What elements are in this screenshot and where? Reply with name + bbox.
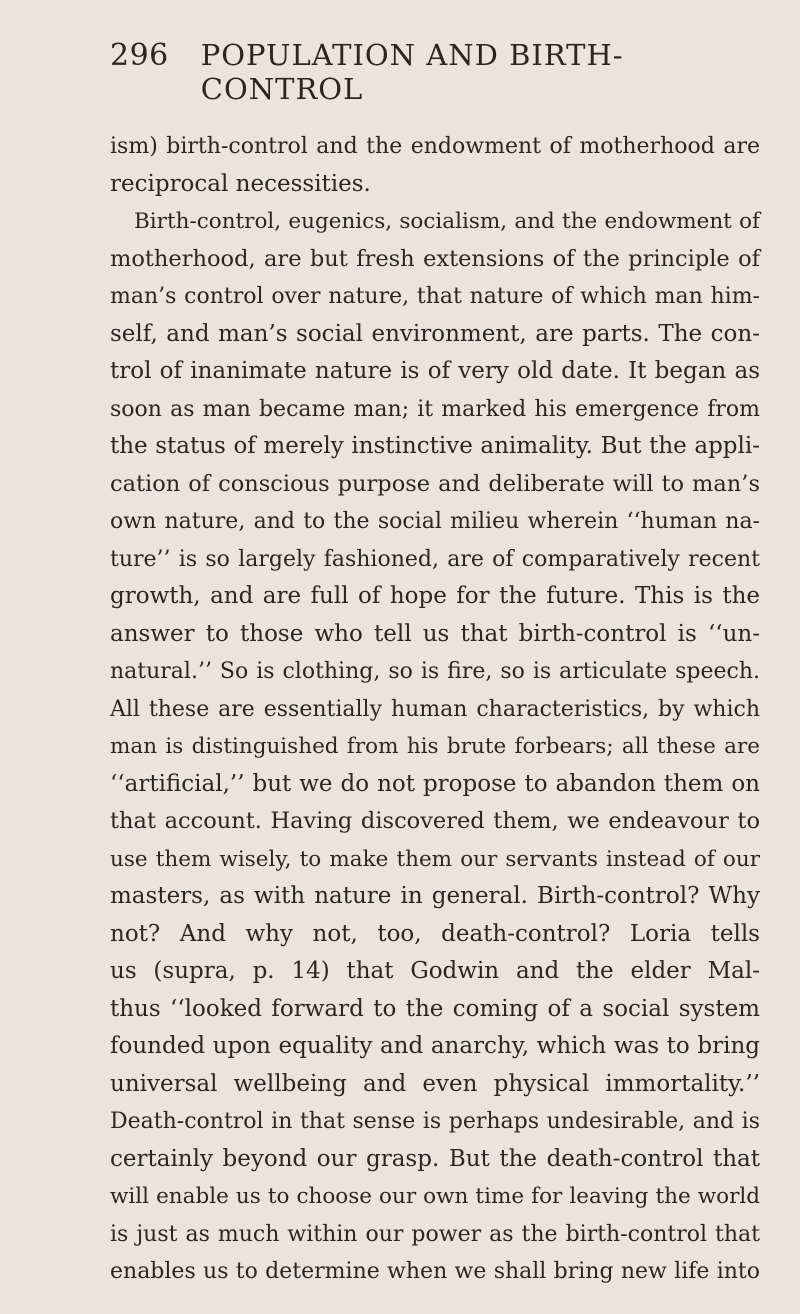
body-text [110,128,760,1291]
text-line: trol of inanimate nature is of very old date. It began as [110,358,760,384]
text-line: Death-control in that sense is perhaps undesirable, and is [110,1109,760,1134]
text-line: not? And why not, too, death-control? Loria tells [110,920,760,947]
text-line: answer to those who tell us that birth-control is ‘‘un- [110,620,760,647]
text-line: own nature, and to the social milieu wherein ‘‘human na- [110,509,760,534]
page-number: 296 [110,38,169,73]
text-line: use them wisely, to make them our servants instead of our [110,846,760,872]
text-line: enables us to determine when we shall bring new life into [110,1259,760,1284]
running-head: POPULATION AND BIRTH-CONTROL [200,38,624,106]
text-line: masters, as with nature in general. Birth-control? Why [110,883,760,909]
text-line: will enable us to choose our own time for leaving the world [110,1184,760,1209]
text-line: certainly beyond our grasp. But the death-control that [110,1145,760,1172]
text-line: ‘‘artificial,’’ but we do not propose to abandon them on [110,770,760,797]
text-line: ism) birth-control and the endowment of motherhood are [110,134,760,159]
text-line: natural.’’ So is clothing, so is fire, so is articulate speech. [110,659,760,684]
text-line: us (supra, p. 14) that Godwin and the elder Mal- [110,958,760,984]
text-line: All these are essentially human characteristics, by which [110,696,760,722]
text-line: growth, and are full of hope for the future. This is the [110,583,760,609]
text-line: that account. Having discovered them, we endeavour to [110,808,760,834]
text-line: the status of merely instinctive animality. But the appli- [110,433,760,459]
text-line: is just as much within our power as the birth-control that [110,1221,760,1247]
text-line: founded upon equality and anarchy, which was to bring [110,1033,760,1059]
text-line: motherhood, are but fresh extensions of the principle of [110,245,760,272]
text-line: soon as man became man; it marked his emergence from [110,396,760,422]
text-line: thus ‘‘looked forward to the coming of a social system [110,995,760,1022]
text-line: reciprocal necessities. [110,170,371,197]
page-header [110,38,760,106]
text-line: cation of conscious purpose and deliberate will to man’s [110,470,760,497]
text-line: man is distinguished from his brute forbears; all these are [110,734,760,759]
text-line: self, and man’s social environment, are parts. The con- [110,320,760,347]
text-line: ture’’ is so largely fashioned, are of comparatively recent [110,546,760,572]
text-line: Birth-control, eugenics, socialism, and the endowment of [134,209,760,234]
text-line: universal wellbeing and even physical immortality.’’ [110,1070,760,1097]
text-line: man’s control over nature, that nature of which man him- [110,284,760,309]
